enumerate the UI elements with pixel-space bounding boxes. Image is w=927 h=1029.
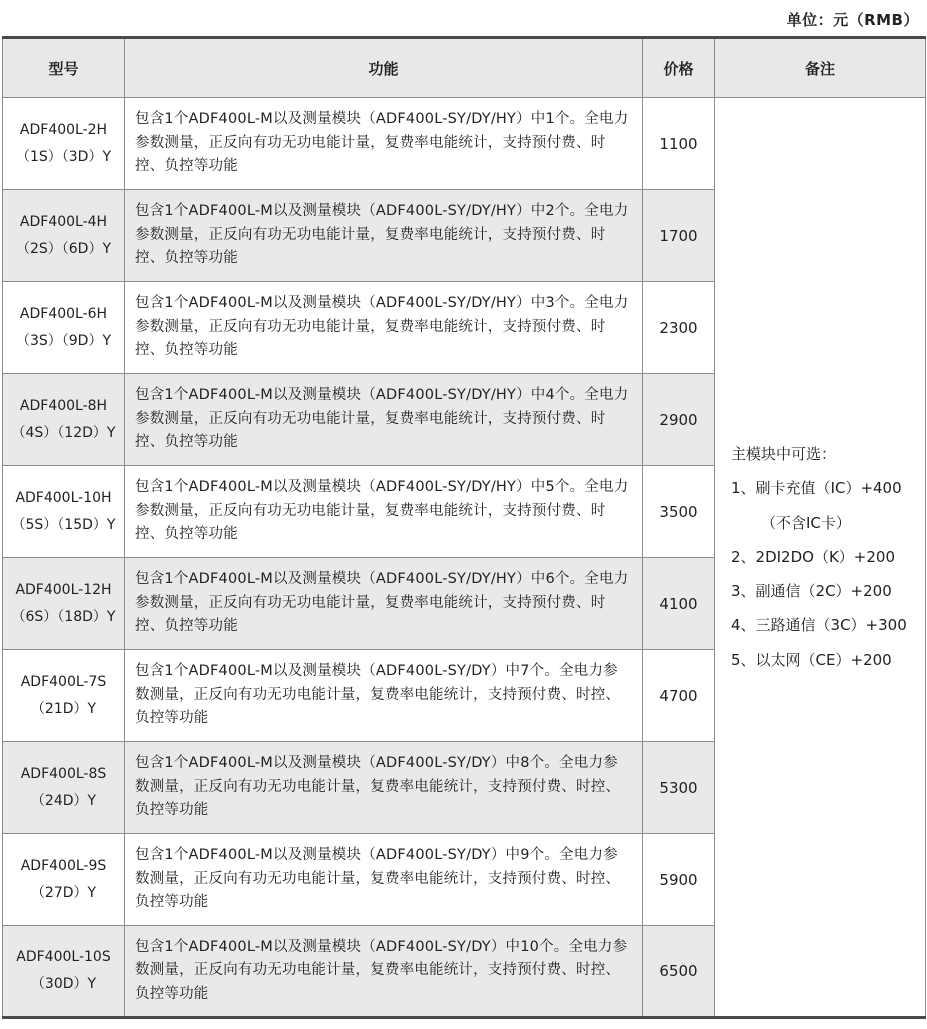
- model-cell: [3, 926, 125, 1018]
- model-name: ADF400L-2H: [19, 121, 108, 138]
- header-row: [3, 38, 926, 98]
- remark-cell: [715, 98, 926, 1018]
- table-body: [3, 98, 926, 1018]
- header-remark: 备注: [715, 38, 926, 98]
- header-function: 功能: [125, 38, 643, 98]
- table-header: [3, 38, 926, 98]
- remark-option: 2、2DI2DO（K）+200: [731, 547, 895, 566]
- price-cell: 2900: [643, 374, 715, 466]
- model-variant: （4S）（12D）Y: [11, 424, 116, 441]
- model-variant: （1S）（3D）Y: [15, 148, 112, 165]
- table-row: [3, 98, 926, 190]
- model-variant: （24D）Y: [30, 792, 97, 809]
- model-name: ADF400L-6H: [19, 305, 108, 322]
- model-name: ADF400L-10S: [16, 949, 111, 966]
- price-cell: 2300: [643, 282, 715, 374]
- model-name: ADF400L-8H: [19, 397, 108, 414]
- price-cell: 4100: [643, 558, 715, 650]
- function-cell: 包含1个ADF400L-M以及测量模块（ADF400L-SY/DY/HY）中3个。全电力参数测量，正反向有功无功电能计量，复费率电能统计，支持预付费、时控、负控等功能: [125, 282, 643, 374]
- model-cell: [3, 650, 125, 742]
- model-cell: [3, 282, 125, 374]
- model-cell: [3, 558, 125, 650]
- function-cell: 包含1个ADF400L-M以及测量模块（ADF400L-SY/DY/HY）中6个。全电力参数测量，正反向有功无功电能计量，复费率电能统计，支持预付费、时控、负控等功能: [125, 558, 643, 650]
- model-cell: [3, 98, 125, 190]
- function-cell: 包含1个ADF400L-M以及测量模块（ADF400L-SY/DY/HY）中5个。全电力参数测量，正反向有功无功电能计量，复费率电能统计，支持预付费、时控、负控等功能: [125, 466, 643, 558]
- function-cell: 包含1个ADF400L-M以及测量模块（ADF400L-SY/DY）中10个。全电力参数测量，正反向有功无功电能计量，复费率电能统计，支持预付费、时控、负控等功能: [125, 926, 643, 1018]
- remark-option: 4、三路通信（3C）+300: [731, 616, 907, 635]
- model-cell: [3, 374, 125, 466]
- function-cell: 包含1个ADF400L-M以及测量模块（ADF400L-SY/DY）中8个。全电力参数测量，正反向有功无功电能计量，复费率电能统计，支持预付费、时控、负控等功能: [125, 742, 643, 834]
- model-variant: （30D）Y: [30, 976, 97, 992]
- unit-label: 单位：元（RMB）: [786, 11, 919, 29]
- model-cell: [3, 466, 125, 558]
- model-variant: （6S）（18D）Y: [11, 608, 116, 625]
- remark-option: 3、副通信（2C）+200: [731, 582, 892, 601]
- function-cell: 包含1个ADF400L-M以及测量模块（ADF400L-SY/DY）中7个。全电力参数测量，正反向有功无功电能计量，复费率电能统计，支持预付费、时控、负控等功能: [125, 650, 643, 742]
- function-cell: 包含1个ADF400L-M以及测量模块（ADF400L-SY/DY/HY）中4个。全电力参数测量，正反向有功无功电能计量，复费率电能统计，支持预付费、时控、负控等功能: [125, 374, 643, 466]
- price-cell: 3500: [643, 466, 715, 558]
- model-variant: （3S）（9D）Y: [15, 332, 112, 349]
- function-cell: 包含1个ADF400L-M以及测量模块（ADF400L-SY/DY/HY）中2个。全电力参数测量，正反向有功无功电能计量，复费率电能统计，支持预付费、时控、负控等功能: [125, 190, 643, 282]
- model-variant: （5S）（15D）Y: [11, 516, 116, 533]
- remark-option-continuation: （不含IC卡）: [761, 513, 851, 532]
- model-name: ADF400L-9S: [20, 857, 107, 874]
- price-table: [2, 36, 926, 1019]
- remark-option: 1、刷卡充值（IC）+400: [731, 479, 902, 498]
- model-name: ADF400L-8S: [20, 765, 107, 782]
- header-model: 型号: [3, 38, 125, 98]
- model-cell: [3, 742, 125, 834]
- model-name: ADF400L-4H: [19, 213, 108, 230]
- price-cell: 5900: [643, 834, 715, 926]
- model-cell: [3, 834, 125, 926]
- header-price: 价格: [643, 38, 715, 98]
- function-cell: 包含1个ADF400L-M以及测量模块（ADF400L-SY/DY/HY）中1个。全电力参数测量，正反向有功无功电能计量，复费率电能统计，支持预付费、时控、负控等功能: [125, 98, 643, 190]
- model-variant: （21D）Y: [30, 700, 97, 717]
- model-cell: [3, 190, 125, 282]
- model-variant: （2S）（6D）Y: [15, 240, 112, 257]
- price-cell: 4700: [643, 650, 715, 742]
- price-cell: 5300: [643, 742, 715, 834]
- remark-title: 主模块中可选：: [731, 445, 837, 464]
- model-name: ADF400L-10H: [15, 489, 112, 506]
- price-cell: 6500: [643, 926, 715, 1018]
- price-cell: 1100: [643, 98, 715, 190]
- model-name: ADF400L-12H: [15, 581, 112, 598]
- remark-option: 5、以太网（CE）+200: [731, 650, 892, 669]
- price-cell: 1700: [643, 190, 715, 282]
- model-variant: （27D）Y: [30, 884, 97, 901]
- model-name: ADF400L-7S: [20, 673, 107, 690]
- function-cell: 包含1个ADF400L-M以及测量模块（ADF400L-SY/DY）中9个。全电力参数测量，正反向有功无功电能计量，复费率电能统计，支持预付费、时控、负控等功能: [125, 834, 643, 926]
